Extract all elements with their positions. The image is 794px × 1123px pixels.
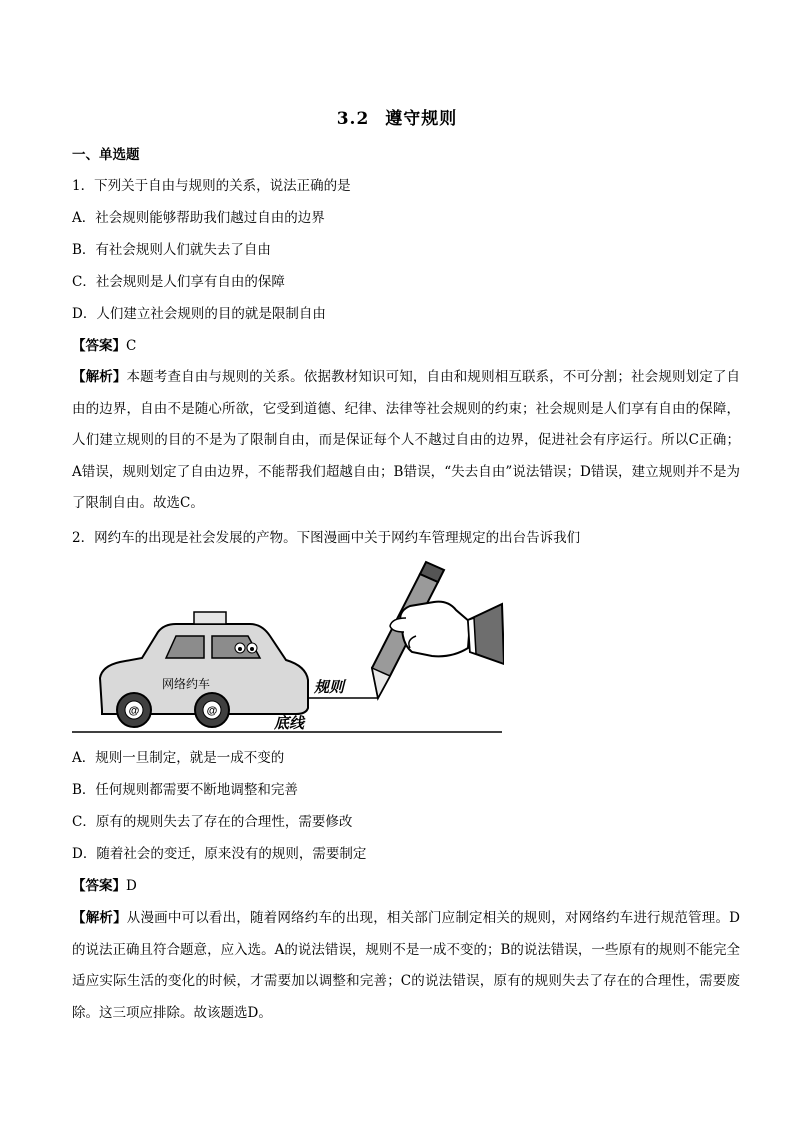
analysis-text: 从漫画中可以看出，随着网络约车的出现，相关部门应制定相关的规则，对网络约车进行规范管理。D的说法正确且符合题意，应入选。A的说法错误，规则不是一成不变的；B的说法错误，一些原有的规则不能完全适应实际生活的变化的时候，才需要加以调整和完善；C的说法错误，原有的规则失去了存在的合理性，需要废除。这三项应排除。故该题选D。 [72, 910, 740, 1021]
q1-option-d: D．人们建立社会规则的目的就是限制自由 [72, 306, 326, 322]
q2-stem: 2．网约车的出现是社会发展的产物。下图漫画中关于网约车管理规定的出台告诉我们 [72, 530, 581, 546]
q2-option-a: A．规则一旦制定，就是一成不变的 [72, 750, 285, 766]
q2-analysis [72, 903, 740, 1029]
title-number: 3.2 [336, 109, 370, 129]
q2-option-d: D．随着社会的变迁，原来没有的规则，需要制定 [72, 846, 367, 862]
q1-option-a: A．社会规则能够帮助我们越过自由的边界 [72, 210, 325, 226]
analysis-label: 【解析】 [72, 369, 127, 385]
baseline-label: 底线 [274, 714, 305, 732]
answer-value: C [126, 338, 137, 354]
q1-stem: 1．下列关于自由与规则的关系，说法正确的是 [72, 178, 351, 194]
answer-label: 【答案】 [72, 878, 126, 894]
title-text: 遵守规则 [385, 109, 458, 129]
analysis-label: 【解析】 [72, 910, 127, 926]
section-heading: 一、单选题 [72, 147, 140, 163]
svg-text:@: @ [128, 705, 140, 717]
q1-analysis [72, 362, 740, 520]
q1-answer [72, 336, 136, 356]
rule-label: 规则 [314, 678, 345, 696]
q2-option-b: B．任何规则都需要不断地调整和完善 [72, 782, 298, 798]
hand-icon [390, 602, 504, 664]
car-label: 网络约车 [162, 677, 211, 691]
page-title [0, 104, 794, 129]
svg-text:@: @ [206, 705, 218, 717]
answer-value: D [126, 878, 137, 894]
answer-label: 【答案】 [72, 338, 126, 354]
comic-illustration [72, 560, 504, 736]
analysis-text: 本题考查自由与规则的关系。依据教材知识可知，自由和规则相互联系，不可分割；社会规则划定了自由的边界，自由不是随心所欲，它受到道德、纪律、法律等社会规则的约束；社会规则是人们享有自由的保障，人们建立规则的目的不是为了限制自由，而是保证每个人不越过自由的边界，促进社会有序运行。所以C正确；A错误，规则划定了自由边界，不能帮我们超越自由；B错误，“失去自由”说法错误；D错误，建立规则并不是为了限制自由。故选C。 [72, 369, 741, 511]
q1-option-b: B．有社会规则人们就失去了自由 [72, 242, 271, 258]
q1-option-c: C．社会规则是人们享有自由的保障 [72, 274, 285, 290]
q2-option-c: C．原有的规则失去了存在的合理性，需要修改 [72, 814, 353, 830]
q2-answer [72, 876, 137, 896]
